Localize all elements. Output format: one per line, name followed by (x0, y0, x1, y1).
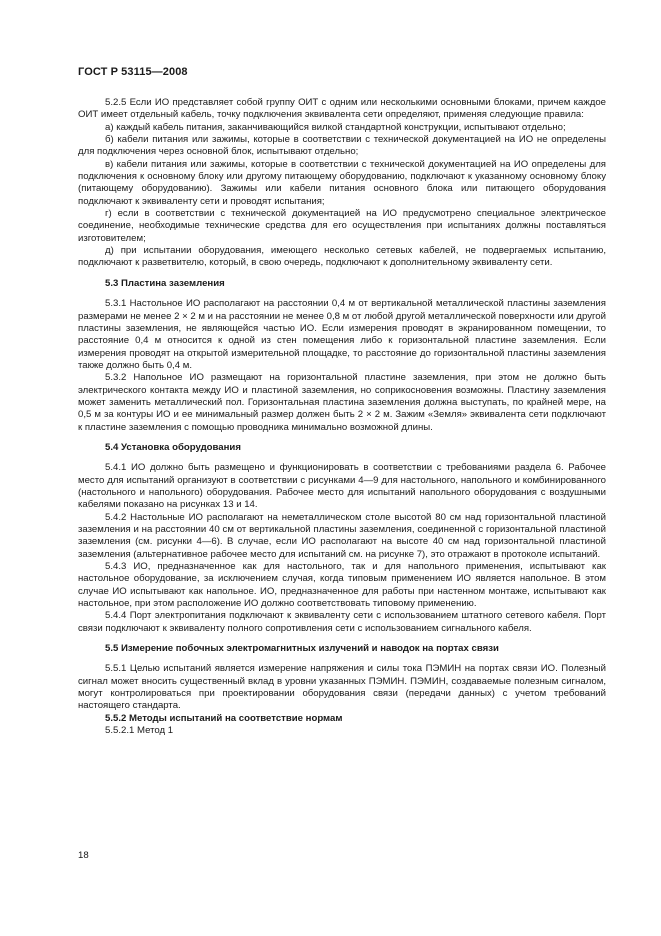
paragraph-5-5-1: 5.5.1 Целью испытаний является измерение напряжения и силы тока ПЭМИН на портах связи ИО. Полезный сигнал может вносить существенный вклад в уровни указанных ПЭМИН. ПЭМИН, создаваемые полезным сигналом, могут контролироваться при проектировании оборудования связи (передачи данных) с учетом требований настоящего стандарта. (78, 663, 606, 712)
section-heading-5-5: 5.5 Измерение побочных электромагнитных излучений и наводок на портах связи (105, 643, 499, 655)
rule-b: б) кабели питания или зажимы, которые в соответствии с технической документацией на ИО не определены для подключения через основной блок, испытывают отдельно; (78, 134, 606, 158)
rule-a: а) каждый кабель питания, заканчивающийся вилкой стандартной конструкции, испытывают отдельно; (105, 121, 566, 133)
paragraph-5-4-3: 5.4.3 ИО, предназначенное как для настольного, так и для напольного применения, испытывают как настольное оборудование, за исключением случая, когда типовым применением ИО является напольное. В этом случае ИО испытывают как напольное. ИО, предназначенное для работы при настенном монтаже, испытывают как настольное, при этом расположение ИО должно соответствовать типовому применению. (78, 561, 606, 610)
paragraph-5-4-1: 5.4.1 ИО должно быть размещено и функционировать в соответствии с требованиями раздела 6. Рабочее место для испытаний организуют в соответствии с рисунками 4—9 для настольного, напольного и комбинированного (настольного и напольного) оборудования. Рабочее место для испытаний напольного оборудования с воздушными кабелями показано на рисунках 13 и 14. (78, 462, 606, 511)
rule-d: д) при испытании оборудования, имеющего несколько сетевых кабелей, не подвергаемых испытанию, подключают к разветвителю, который, в свою очередь, подключают к дополнительному эквиваленту сети. (78, 245, 606, 269)
document-body (78, 97, 606, 738)
subsection-heading-5-5-2-1: 5.5.2.1 Метод 1 (105, 725, 174, 737)
section-heading-5-3: 5.3 Пластина заземления (105, 277, 225, 289)
paragraph-5-4-2: 5.4.2 Настольные ИО располагают на неметаллическом столе высотой 80 см над горизонтальной пластиной заземления и на расстоянии 40 см от вертикальной пластины заземления, соединенной с горизонтальной пластиной заземления (см. рисунки 4—6). В случае, если ИО располагают на высоте 40 см над горизонтальной пластиной заземления (альтернативное рабочее место для испытаний см. на рисунке 7), это отражают в протоколе испытаний. (78, 511, 606, 560)
section-heading-5-4: 5.4 Установка оборудования (105, 441, 241, 453)
rule-v: в) кабели питания или зажимы, которые в соответствии с технической документацией на ИО определены для подключения к основному блоку или другому питающему оборудованию, подключают к указанному основному блоку (питающему оборудованию). Зажимы или кабели питания основного блока или питающего оборудования подключают к эквиваленту сети и проводят испытания; (78, 158, 606, 207)
subsection-heading-5-5-2: 5.5.2 Методы испытаний на соответствие нормам (105, 712, 343, 724)
rule-g: г) если в соответствии с технической документацией на ИО предусмотрено специальное электрическое соединение, необходимые технические средства для его осуществления при испытаниях должны поставляться изготовителем; (78, 208, 606, 244)
paragraph-5-2-5: 5.2.5 Если ИО представляет собой группу ОИТ с одним или несколькими основными блоками, причем каждое ОИТ имеет отдельный кабель, точку подключения эквивалента сети определяют, применяя следующие правила: (78, 97, 606, 121)
paragraph-5-4-4: 5.4.4 Порт электропитания подключают к эквиваленту сети с использованием штатного сетевого кабеля. Порт связи подключают к эквиваленту полного сопротивления сети с использованием сигнального кабеля. (78, 610, 606, 634)
page-number: 18 (78, 850, 89, 861)
paragraph-5-3-1: 5.3.1 Настольное ИО располагают на расстоянии 0,4 м от вертикальной металлической пластины заземления размерами не менее 2 × 2 м и на расстоянии не менее 0,8 м от любой другой металлической поверхности или другой пластины заземления, не являющейся частью ИО. Если измерения проводят в экранированном помещении, то расстояние 0,4 м относится к одной из стен помещения либо к горизонтальной пластине заземления. Если измерения проводят на открытой измерительной площадке, то расстояние до горизонтальной пластины заземления также должно быть 0,4 м. (78, 298, 606, 371)
paragraph-5-3-2: 5.3.2 Напольное ИО размещают на горизонтальной пластине заземления, при этом не должно быть электрического контакта между ИО и пластиной заземления, но соприкосновения возможны. Пластину заземления может заменить металлический пол. Горизонтальная пластина заземления должна выступать, по крайней мере, на 0,5 м за контуры ИО и ее минимальный размер должен быть 2 × 2 м. Зажим «Земля» эквивалента сети подключают к пластине заземления с помощью проводника минимально возможной длины. (78, 372, 606, 433)
document-header: ГОСТ Р 53115—2008 (78, 66, 188, 78)
